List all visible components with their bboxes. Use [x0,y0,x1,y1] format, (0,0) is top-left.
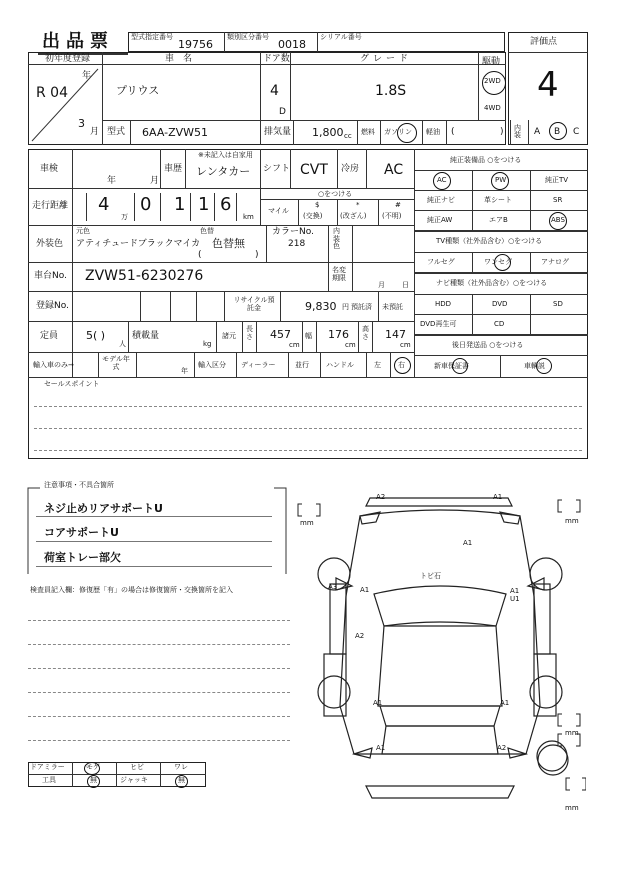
note-line-2: コアサポートU [44,526,119,539]
tool-door-mirror: ドアミラー [30,763,65,771]
tool-ware: ワレ [174,763,188,771]
inspector-label: 検査員記入欄：修復歴「有」の場合は修復箇所・交換箇所を記入 [30,586,233,594]
navi-cd: CD [494,320,505,328]
tool-tools-value: 無 [90,776,97,784]
import-label: 輸入車のみ→ [33,361,74,369]
recycle-paid: 預託済 [351,303,372,311]
page-title: 出品票 [42,31,114,52]
tool-tools-circle [87,775,100,788]
mark-a2-top: A2 [376,493,386,501]
delivery-warranty-circle [452,358,468,374]
right-circle [394,357,411,374]
mileage-km: km [243,213,254,221]
orig-color-label: 元色 [76,227,90,235]
mile-options-note: ○をつける [318,190,353,198]
recycle-label: リサイクル預託金 [233,296,275,313]
mileage-digit-1: 4 [98,194,110,215]
load-label: 積載量 [132,331,160,341]
oil-label: 軽油 [426,128,440,136]
color-no: 218 [288,239,306,249]
height-value: 147 [385,328,406,341]
equip-sr: SR [553,196,563,204]
recycle-unpaid: 未預託 [382,303,403,311]
drive-2wd: 2WD [484,77,501,85]
mileage-digit-4: 1 [198,194,210,215]
dims-label: 諸元 [222,332,236,340]
tool-moge-circle [84,762,100,775]
mile-opt-2b: (交換) [303,212,323,220]
delivery-manual: 車輌説 [524,362,545,370]
door-label: ドア数 [263,54,290,64]
equip-leather: 革シート [484,196,512,204]
height-cm: cm [400,341,411,349]
history-note: ※未記入は自家用 [198,151,253,159]
navi-title: ナビ種類（社外品含む）○をつける [436,279,548,287]
displacement-label: 排気量 [264,127,292,137]
chassis-value: ZVW51-6230276 [85,268,204,284]
chassis-label: 車台No. [34,271,67,281]
mile-opt-4b: (不明) [382,212,402,220]
equip-pw: PW [495,176,507,184]
category-number: 0018 [278,38,306,51]
orig-color: アティチュードブラックマイカ [76,239,201,249]
inspection-label: 車検 [40,164,59,174]
mark-a1u1-a: A1 [510,587,520,595]
displacement-unit: cc [344,132,352,140]
mm-label-3: mm [565,729,579,737]
door-sub: D [279,107,286,117]
navi-dvd-play: DVD再生可 [420,320,457,328]
serial-label: シリアル番号 [320,33,362,41]
mile-opt-4a: # [395,201,401,209]
tool-tools: 工具 [42,776,56,784]
name-change-label: 名変期限 [332,266,346,283]
equip-tv: 純正TV [545,176,569,184]
grade-value: 4 [537,65,559,105]
month-unit: 月 [90,127,100,137]
drive-label: 駆動 [482,57,501,67]
equip-abs-circle [549,212,567,230]
mark-tobi-ishi: トビ石 [420,572,441,580]
month-value: 3 [78,117,85,130]
color-paren-close: ) [255,250,259,260]
equip-pw-circle [491,172,509,190]
recycle-value: 9,830 [305,300,337,313]
equipment-title: 純正装備品 ○をつける [450,156,522,164]
mark-a1-bl: A1 [373,699,383,707]
tv-oneseg: ワンセグ [484,258,512,266]
right-label: 右 [398,361,405,369]
delivery-manual-circle [536,358,552,374]
note-line-3: 荷室トレー部欠 [44,551,121,564]
tv-analog: アナログ [541,258,569,266]
mark-a1-hood: A1 [463,539,473,547]
mileage-digit-2: 0 [140,194,152,215]
color-change-value: 色替無 [212,237,245,250]
model-type-label: 型式 [107,127,126,137]
tool-moge: モゲ [86,763,100,771]
width-label: 幅 [305,332,312,340]
model-year-label: モデル年式 [102,355,130,372]
mileage-man: 万 [121,213,128,221]
exterior-label: 外装色 [36,239,64,249]
oil-paren-open: ( [451,127,455,137]
mark-a3: A3 [328,583,338,591]
tv-fullseg: フルセグ [427,258,455,266]
length-cm: cm [289,341,300,349]
inspection-year: 年 [107,176,117,186]
equip-aw: 純正AW [427,216,453,224]
history-label: 車歴 [164,164,183,174]
cooling-label: 冷房 [341,164,360,174]
cooling-value: AC [384,162,404,178]
mm-label-2: mm [565,517,579,525]
equip-navi: 純正ナビ [427,196,455,204]
tool-hibi: ヒビ [130,763,144,771]
car-name-label: 車 名 [165,54,193,64]
equip-ac: AC [437,176,447,184]
mile-opt-1: マイル [268,207,289,215]
mark-a2-left: A2 [355,632,365,640]
width-cm: cm [345,341,356,349]
import-class-label: 輸入区分 [198,361,226,369]
note-line-1: ネジ止めリアサポートU [44,502,163,515]
mileage-digit-3: 1 [174,194,186,215]
interior-circle [549,122,567,140]
year-unit: 年 [82,71,92,81]
inspection-month: 月 [150,176,160,186]
shift-label: シフト [263,164,291,174]
interior-b: B [554,127,561,137]
color-no-label: カラーNo. [272,227,314,237]
mark-a1-br: A1 [500,699,510,707]
mileage-label: 走行距離 [32,201,69,211]
mile-opt-3b: (改ざん) [340,212,367,220]
tool-jack-circle [175,775,188,788]
model-number: 19756 [178,38,213,51]
height-label: 高さ [362,325,369,341]
fuel-value: ガソリン [384,128,412,136]
era-value: R 04 [36,85,68,101]
mark-a1-left: A1 [360,586,370,594]
name-change-month: 月 [378,281,385,289]
model-type: 6AA-ZVW51 [142,126,209,139]
parallel-label: 並行 [295,361,309,369]
car-name: プリウス [116,84,160,97]
mark-a2-bottom: A2 [497,744,507,752]
color-change-label: 色替 [200,227,214,235]
navi-hdd: HDD [435,300,452,308]
displacement-value: 1,800 [312,126,344,139]
first-reg-label: 初年度登録 [45,54,91,64]
grade-col-label: グレード [360,54,413,64]
mm-label-4: mm [565,804,579,812]
capacity-value: 5( ) [86,329,106,342]
grade-text: 1.8S [375,83,407,99]
category-label: 類別区分番号 [227,33,269,41]
mile-opt-2a: $ [315,201,320,209]
shift-value: CVT [300,162,328,178]
equip-abs: ABS [551,216,565,224]
interior-label: 内装 [514,124,521,139]
fuel-circle [397,123,417,143]
sales-point-label: セールスポイント [44,380,100,388]
dealer-label: ディーラー [241,361,276,369]
mark-a1-top: A1 [493,493,503,501]
left-label: 左 [374,361,381,369]
name-change-day: 日 [402,281,409,289]
tv-oneseg-circle [494,254,511,271]
length-label: 長さ [246,325,253,341]
reg-no-label: 登録No. [36,301,69,311]
fuel-label: 燃料 [361,128,375,136]
capacity-label: 定員 [40,331,59,341]
grade-label: 評価点 [530,37,558,47]
delivery-title: 後日発送品 ○をつける [452,341,524,349]
mark-a1u1-b: U1 [510,595,520,603]
interior-a: A [534,127,541,137]
mileage-digit-5: 6 [220,194,232,215]
tool-jack-value: 無 [178,776,185,784]
oil-paren-close: ) [500,127,504,137]
equip-ac-circle [433,172,451,190]
interior-color-label: 内装色 [333,227,340,251]
load-unit: kg [203,340,212,348]
width-value: 176 [328,328,349,341]
spare-tire-marks [536,738,586,798]
mile-opt-3a: * [356,201,360,209]
model-year-unit: 年 [181,367,188,375]
model-number-label: 型式指定番号 [131,33,173,41]
navi-dvd: DVD [492,300,508,308]
tv-title: TV種類（社外品含む）○をつける [436,237,543,245]
navi-sd: SD [553,300,563,308]
delivery-warranty: 新車保証書 [434,362,469,370]
mark-a1-bottom: A1 [376,744,386,752]
color-paren-open: ( [198,250,202,260]
history-value: レンタカー [196,165,251,178]
drive-4wd: 4WD [484,104,501,112]
recycle-unit: 円 [342,303,349,311]
interior-c: C [573,127,580,137]
length-value: 457 [270,328,291,341]
doors-value: 4 [270,83,279,99]
capacity-unit: 人 [119,340,126,348]
equip-airbag: エアB [489,216,508,224]
handle-label: ハンドル [326,361,354,369]
notes-title: 注意事項・不具合箇所 [44,481,114,489]
mm-label-1: mm [300,519,314,527]
tool-jack: ジャッキ [120,776,148,784]
